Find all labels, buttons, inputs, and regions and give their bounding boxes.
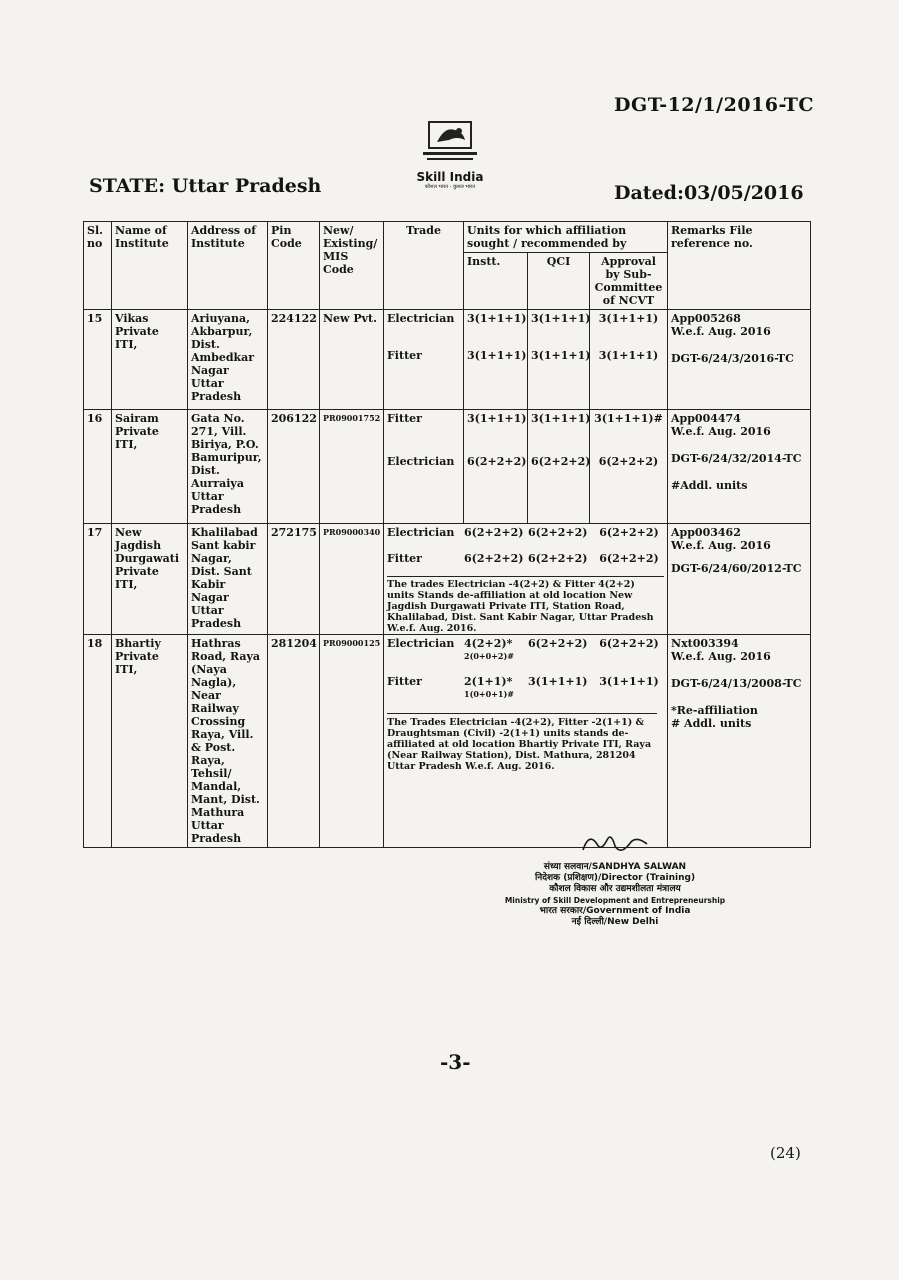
row-pin: 272175 [268, 524, 320, 635]
row-remarks [668, 635, 811, 848]
approval-value: 6(2+2+2) [598, 455, 659, 468]
trade-name: Fitter [387, 412, 422, 425]
approval-value: 3(1+1+1) [598, 312, 659, 325]
ministry-hindi: कौशल विकास और उद्यमशीलता मंत्रालय [549, 884, 681, 894]
instt-value: 3(1+1+1) [467, 412, 527, 425]
remark-line: DGT-6/24/13/2008-TC [671, 677, 802, 690]
row-trades [384, 310, 464, 410]
trade-name: Fitter [387, 349, 422, 362]
remark-line: App005268 [671, 312, 741, 325]
remark-line: DGT-6/24/60/2012-TC [671, 562, 802, 575]
header-units: Units for which affiliation sought / recommended by [464, 222, 668, 253]
approval-value: 3(1+1+1) [598, 349, 659, 362]
remark-line: W.e.f. Aug. 2016 [671, 650, 771, 663]
table-row [84, 310, 811, 410]
row-address: Ariuyana, Akbarpur, Dist. Ambedkar Nagar Uttar Pradesh [188, 310, 268, 410]
row-name: Vikas Private ITI, [112, 310, 188, 410]
row-address: Hathras Road, Raya (Naya Nagla), Near Railway Crossing Raya, Vill. & Post. Raya, Tehsil/ Mandal, Mant, Dist. Mathura Uttar Pradesh [188, 635, 268, 848]
stamp-number: (24) [770, 1144, 801, 1162]
row-name: Bhartiy Private ITI, [112, 635, 188, 848]
header-qci: QCI [528, 253, 590, 310]
row-sl: 18 [84, 635, 112, 848]
instt-value: 6(2+2+2) [464, 526, 524, 539]
document-reference: DGT-12/1/2016-TC [614, 94, 815, 116]
instt-value: 2(1+1)* [464, 675, 513, 688]
header-instt: Instt. [464, 253, 528, 310]
remark-line: W.e.f. Aug. 2016 [671, 539, 771, 552]
units-subtable [384, 526, 668, 574]
ministry-english: Ministry of Skill Development and Entrepreneurship [504, 896, 726, 905]
government: भारत सरकार/Government of India [539, 906, 691, 916]
header-remarks: Remarks File reference no. [668, 222, 811, 310]
units-subtable [384, 637, 668, 709]
approval-value: 6(2+2+2) [599, 526, 659, 539]
remark-line: *Re-affiliation [671, 704, 758, 717]
skill-india-emblem-icon [419, 120, 481, 164]
qci-value: 3(1+1+1) [531, 312, 591, 325]
logo-text: Skill India [416, 170, 484, 184]
trade-name: Electrician [387, 637, 455, 650]
row-mis: New Pvt. [320, 310, 384, 410]
instt-extra: 2(0+0+2)# [464, 651, 514, 661]
row-approval [590, 410, 668, 524]
row-sl: 15 [84, 310, 112, 410]
instt-value: 6(2+2+2) [467, 455, 527, 468]
instt-cell [464, 675, 528, 709]
row-remarks [668, 310, 811, 410]
approval-value: 3(1+1+1)# [594, 412, 663, 425]
deaffiliation-note: The Trades Electrician -4(2+2), Fitter -2(1+1) & Draughtsman (Civil) -2(1+1) units stands de-affiliated at old location Bhartiy Private ITI, Raya (Near Railway Station), Dist. Mathura, 281204 Uttar Pradesh W.e.f. Aug. 2016. [387, 713, 657, 772]
remark-line: App004474 [671, 412, 741, 425]
header-row [84, 222, 811, 253]
row-pin: 224122 [268, 310, 320, 410]
affiliation-table [83, 221, 811, 848]
row-sl: 17 [84, 524, 112, 635]
instt-value: 3(1+1+1) [467, 312, 527, 325]
trade-name: Fitter [387, 675, 422, 688]
remark-line: App003462 [671, 526, 741, 539]
row-trade-block [384, 524, 668, 635]
remark-line: DGT-6/24/3/2016-TC [671, 352, 794, 365]
approval-value: 3(1+1+1) [599, 675, 659, 688]
row-sl: 16 [84, 410, 112, 524]
signatory-name: संध्या सलवान/SANDHYA SALWAN [543, 862, 687, 872]
row-mis: PR09001752 [320, 410, 384, 524]
row-address: Gata No. 271, Vill. Biriya, P.O. Bamuripur, Dist. Aurraiya Uttar Pradesh [188, 410, 268, 524]
page-number: -3- [440, 1050, 471, 1074]
row-address: Khalilabad Sant kabir Nagar, Dist. Sant Kabir Nagar Uttar Pradesh [188, 524, 268, 635]
instt-cell [464, 637, 528, 675]
row-remarks [668, 524, 811, 635]
qci-value: 6(2+2+2) [528, 637, 588, 650]
row-pin: 206122 [268, 410, 320, 524]
signatory-designation: निदेशक (प्रशिक्षण)/Director (Training) [534, 873, 696, 883]
approval-value: 6(2+2+2) [599, 637, 659, 650]
instt-value: 3(1+1+1) [467, 349, 527, 362]
header-trade: Trade [384, 222, 464, 310]
row-mis: PR09000125 [320, 635, 384, 848]
instt-value: 4(2+2)* [464, 637, 513, 650]
handwritten-signature-icon [575, 830, 655, 858]
row-pin: 281204 [268, 635, 320, 848]
header-name: Name of Institute [112, 222, 188, 310]
row-trade-block [384, 635, 668, 848]
row-qci [528, 310, 590, 410]
row-name: New Jagdish Durgawati Private ITI, [112, 524, 188, 635]
row-approval [590, 310, 668, 410]
remark-line: W.e.f. Aug. 2016 [671, 425, 771, 438]
signature-block [500, 830, 730, 928]
skill-india-logo [400, 120, 500, 190]
row-name: Sairam Private ITI, [112, 410, 188, 524]
deaffiliation-note: The trades Electrician -4(2+2) & Fitter 4(2+2) units Stands de-affiliation at old location New Jagdish Durgawati Private ITI, Station Road, Khalilabad, Dist. Sant Kabir Nagar, Uttar Pradesh W.e.f. Aug. 2016. [387, 576, 664, 634]
header-address: Address of Institute [188, 222, 268, 310]
header-approval: Approval by Sub-Committee of NCVT [590, 253, 668, 310]
logo-tagline: कौशल भारत - कुशल भारत [424, 184, 476, 190]
table-row [84, 635, 811, 848]
header-pin: Pin Code [268, 222, 320, 310]
trade-name: Electrician [387, 312, 455, 325]
approval-value: 6(2+2+2) [599, 552, 659, 565]
qci-value: 6(2+2+2) [528, 552, 588, 565]
remark-line: # Addl. units [671, 717, 752, 730]
instt-extra: 1(0+0+1)# [464, 689, 514, 699]
instt-value: 6(2+2+2) [464, 552, 524, 565]
row-instt [464, 310, 528, 410]
qci-value: 3(1+1+1) [528, 675, 588, 688]
qci-value: 3(1+1+1) [531, 349, 591, 362]
state-title: STATE: Uttar Pradesh [89, 175, 322, 197]
row-trades [384, 410, 464, 524]
header-mis: New/ Existing/ MIS Code [320, 222, 384, 310]
document-date: Dated:03/05/2016 [614, 182, 804, 204]
row-instt [464, 410, 528, 524]
city: नई दिल्ली/New Delhi [571, 917, 659, 927]
row-qci [528, 410, 590, 524]
remark-line: DGT-6/24/32/2014-TC [671, 452, 802, 465]
remark-line: W.e.f. Aug. 2016 [671, 325, 771, 338]
qci-value: 6(2+2+2) [528, 526, 588, 539]
header-sl: Sl. no [84, 222, 112, 310]
row-mis: PR09000340 [320, 524, 384, 635]
qci-value: 3(1+1+1) [531, 412, 591, 425]
remark-line: #Addl. units [671, 479, 748, 492]
row-remarks [668, 410, 811, 524]
trade-name: Fitter [387, 552, 422, 565]
trade-name: Electrician [387, 526, 455, 539]
qci-value: 6(2+2+2) [531, 455, 591, 468]
table-row [84, 410, 811, 524]
table-row [84, 524, 811, 635]
remark-line: Nxt003394 [671, 637, 739, 650]
trade-name: Electrician [387, 455, 455, 468]
